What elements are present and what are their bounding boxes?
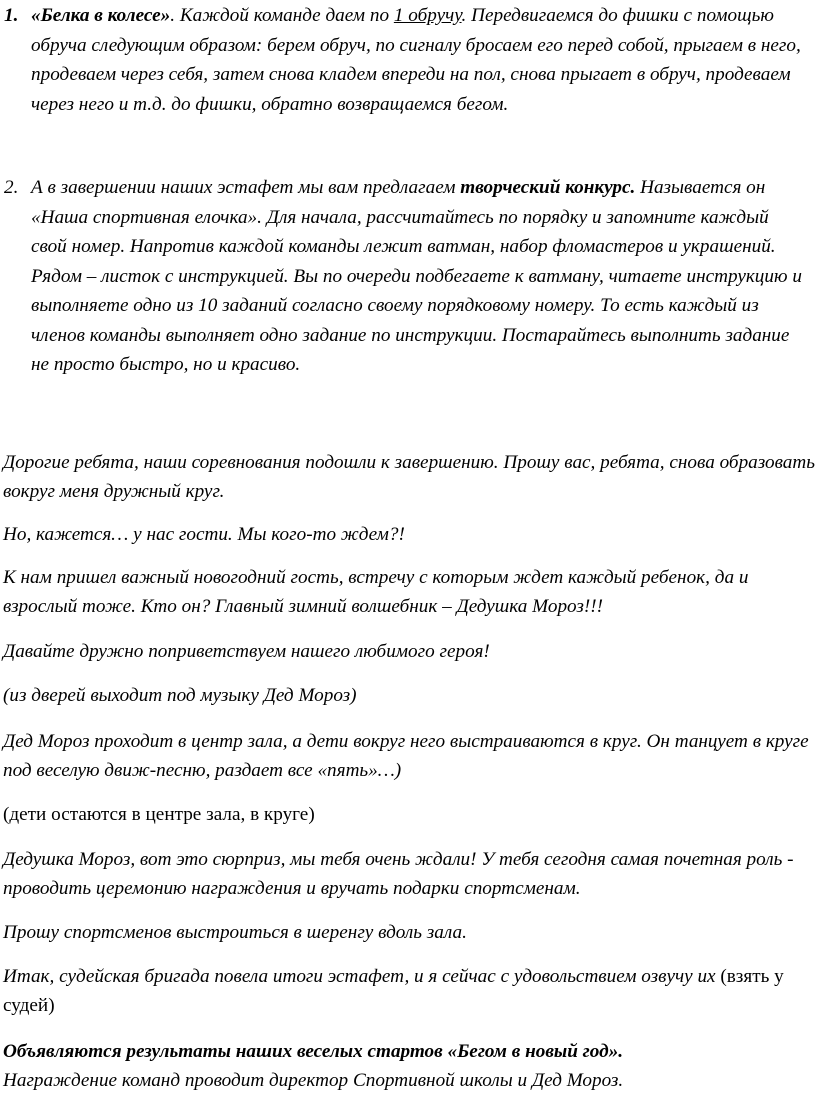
paragraph-7: (дети остаются в центре зала, в круге) — [3, 804, 315, 825]
awarding-note: Награждение команд проводит директор Спортивной школы и Дед Мороз. — [3, 1070, 624, 1091]
list-item-2 — [0, 173, 806, 380]
paragraph-11 — [3, 1037, 815, 1095]
paragraph-8: Дедушка Мороз, вот это сюрприз, мы тебя очень ждали! У тебя сегодня самая почетная роль - проводить церемонию награждения и вручать подарки спортсменам. — [3, 849, 794, 899]
list-item-1-rest: . Передвигаемся до фишки с помощью обруча следующим образом: берем обруч, по сигналу бросаем его перед собой, прыгаем в него, продеваем через себя, затем снова кладем впереди на пол, снова прыгает в обруч, продеваем через него и т.д. до фишки, обратно возвращаемся бегом. — [31, 5, 801, 115]
paragraph-9: Прошу спортсменов выстроиться в шеренгу вдоль зала. — [3, 922, 467, 943]
paragraph-2: Но, кажется… у нас гости. Мы кого-то ждем?! — [3, 524, 405, 545]
list-item-2-intro: А в завершении наших эстафет мы вам предлагаем — [31, 177, 461, 198]
paragraph-10 — [3, 962, 815, 1020]
list-number-1: 1. — [4, 5, 19, 26]
relay-title: «Белка в колесе» — [31, 5, 171, 26]
list-item-1-text — [31, 1, 806, 119]
paragraph-5: (из дверей выходит под музыку Дед Мороз) — [3, 685, 357, 706]
creative-contest: творческий конкурс. — [460, 177, 636, 198]
list-item-2-text — [31, 173, 806, 380]
judges-note: (взять у судей) — [3, 966, 784, 1016]
list-item-1-intro: . Каждой команде даем по — [170, 5, 394, 26]
results-announcement: Объявляются результаты наших веселых стартов «Бегом в новый год». — [3, 1041, 624, 1062]
paragraph-6: Дед Мороз проходит в центр зала, а дети вокруг него выстраиваются в круг. Он танцует в круге под веселую движ-песню, раздает все «пять»…) — [3, 731, 809, 781]
paragraph-4: Давайте дружно поприветствуем нашего любимого героя! — [3, 641, 490, 662]
list-number-2: 2. — [4, 177, 19, 198]
paragraph-1: Дорогие ребята, наши соревнования подошли к завершению. Прошу вас, ребята, снова образовать вокруг меня дружный круг. — [3, 452, 815, 502]
list-item-1 — [0, 1, 806, 119]
list-item-2-rest: Называется он «Наша спортивная елочка». Для начала, рассчитайтесь по порядку и запомните каждый свой номер. Напротив каждой команды лежит ватман, набор фломастеров и украшений. Рядом – листок с инструкцией. Вы по очереди подбегаете к ватману, читаете инструкцию и выполняете одно из 10 заданий согласно своему порядковому номеру. То есть каждый из членов команды выполняет одно задание по инструкции. Постарайтесь выполнить задание не просто быстро, но и красиво. — [31, 177, 802, 375]
paragraph-3: К нам пришел важный новогодний гость, встречу с которым ждет каждый ребенок, да и взрослый тоже. Кто он? Главный зимний волшебник – Дедушка Мороз!!! — [3, 567, 749, 617]
hoop-count: 1 обручу — [393, 5, 462, 26]
paragraph-10-text: Итак, судейская бригада повела итоги эстафет, и я сейчас с удовольствием озвучу их — [3, 966, 716, 987]
